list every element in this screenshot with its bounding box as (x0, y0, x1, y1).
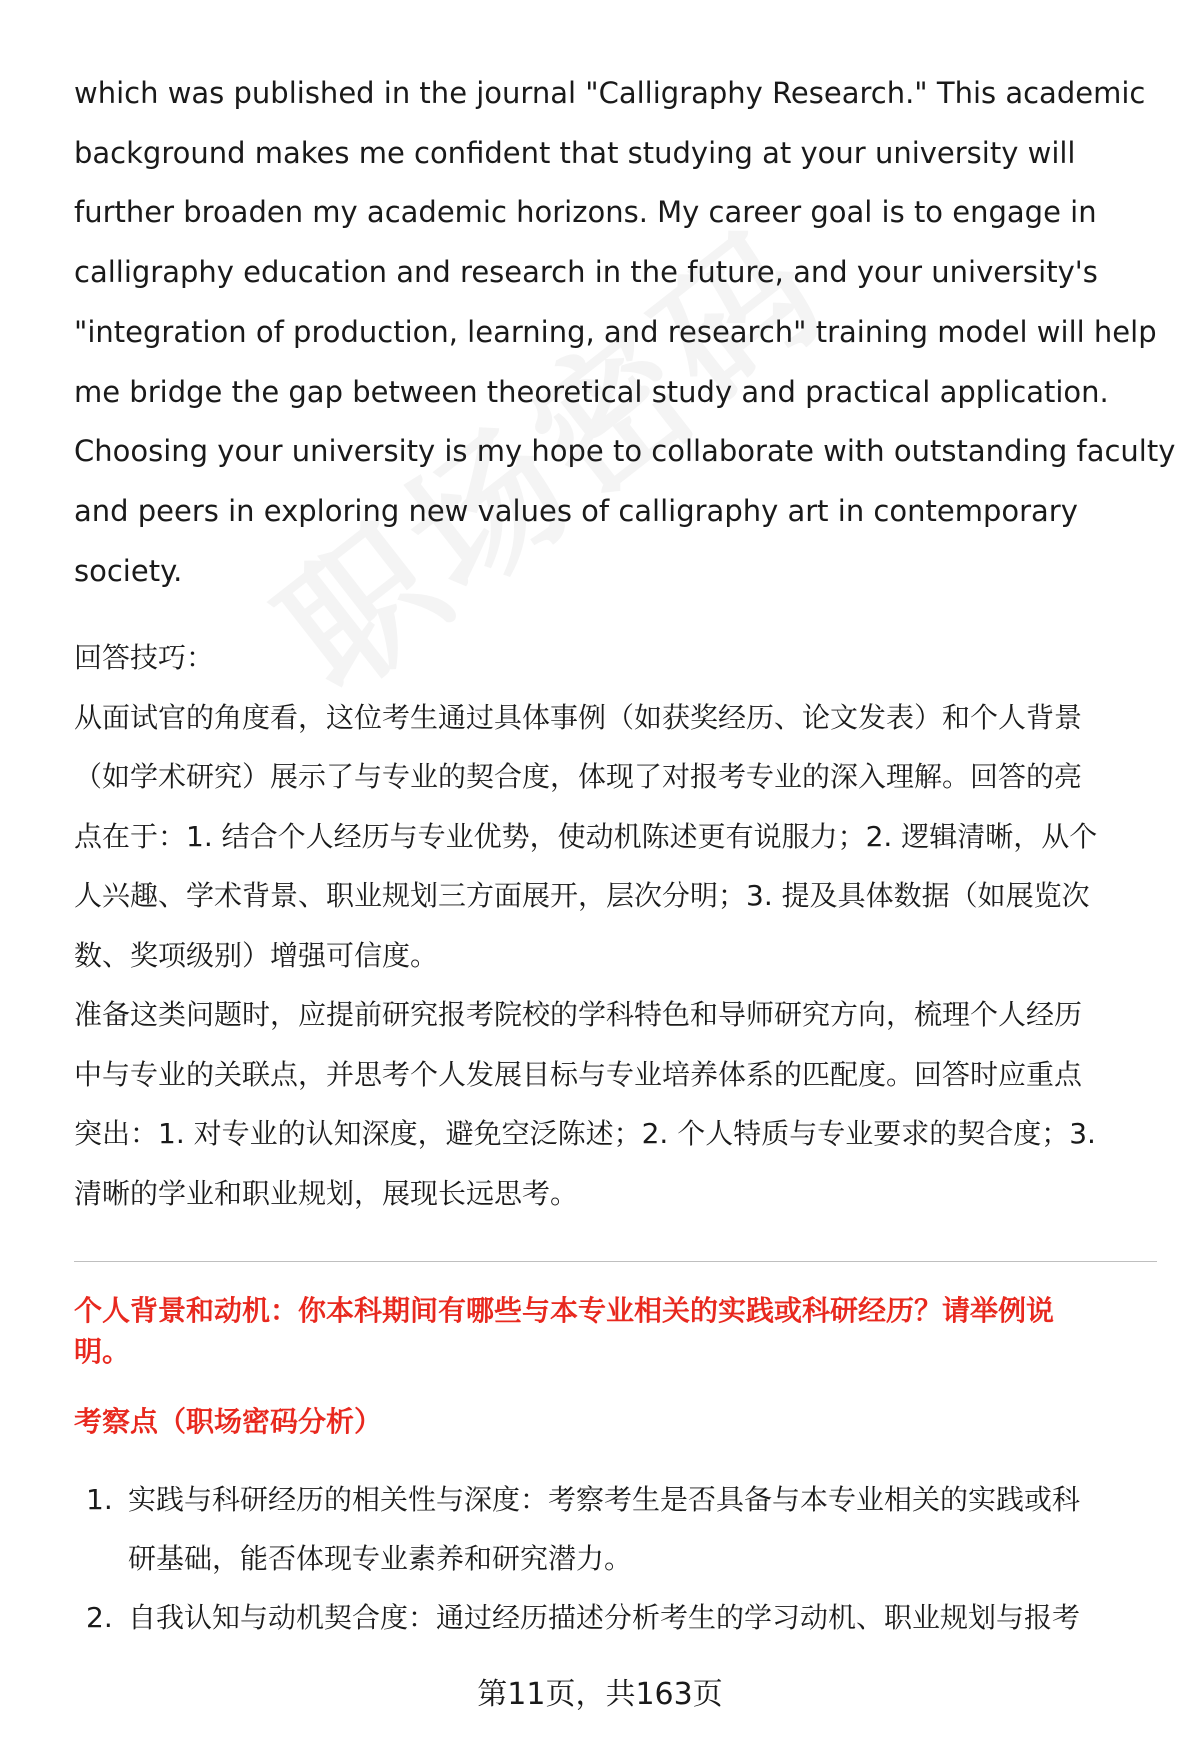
list-item (74, 1470, 1159, 1588)
list-number: 1. (86, 1483, 113, 1517)
text-line: further broaden my academic horizons. My career goal is to engage in (74, 195, 1097, 230)
list-item (74, 1588, 1159, 1647)
tips-paragraph-1 (74, 688, 1159, 986)
text-line: 点在于：1. 结合个人经历与专业优势，使动机陈述更有说服力；2. 逻辑清晰，从个 (74, 819, 1098, 853)
focus-list (74, 1470, 1159, 1647)
page-content (74, 64, 1176, 1647)
tips-heading: 回答技巧： (74, 641, 215, 675)
text-line: which was published in the journal "Calligraphy Research." This academic (74, 76, 1146, 110)
text-line: background makes me confident that studying at your university will (74, 135, 1076, 170)
text-line: 人兴趣、学术背景、职业规划三方面展开，层次分明；3. 提及具体数据（如展览次 (74, 879, 1090, 913)
text-line: me bridge the gap between theoretical study and practical application. (74, 374, 1109, 409)
section-divider (74, 1261, 1157, 1262)
text-line: 自我认知与动机契合度：通过经历描述分析考生的学习动机、职业规划与报考 (128, 1601, 1081, 1635)
list-number: 2. (86, 1601, 113, 1635)
text-line: and peers in exploring new values of calligraphy art in contemporary (74, 493, 1078, 528)
text-line: 清晰的学业和职业规划，展现长远思考。 (74, 1176, 579, 1210)
text-line: 实践与科研经历的相关性与深度：考察考生是否具备与本专业相关的实践或科 (128, 1483, 1081, 1517)
answer-paragraph (74, 64, 1176, 601)
text-line: "integration of production, learning, and research" training model will help (74, 314, 1157, 349)
text-line: 中与专业的关联点，并思考个人发展目标与专业培养体系的匹配度。回答时应重点 (74, 1057, 1083, 1091)
text-line: 突出：1. 对专业的认知深度，避免空泛陈述；2. 个人特质与专业要求的契合度；3. (74, 1117, 1096, 1151)
tips-paragraph-2 (74, 985, 1159, 1223)
text-line: Choosing your university is my hope to collaborate with outstanding faculty (74, 434, 1176, 469)
text-line: 数、奖项级别）增强可信度。 (74, 938, 439, 972)
text-line: society. (74, 553, 183, 588)
page-number-footer: 第11页，共163页 (477, 1677, 723, 1712)
text-line: 明。 (74, 1335, 131, 1369)
text-line: 研基础，能否体现专业素养和研究潜力。 (128, 1542, 633, 1576)
text-line: （如学术研究）展示了与专业的契合度，体现了对报考专业的深入理解。回答的亮 (74, 760, 1083, 794)
text-line: 从面试官的角度看，这位考生通过具体事例（如获奖经历、论文发表）和个人背景 (74, 700, 1083, 734)
text-line: 个人背景和动机：你本科期间有哪些与本专业相关的实践或科研经历？请举例说 (74, 1294, 1055, 1328)
text-line: 准备这类问题时，应提前研究报考院校的学科特色和导师研究方向，梳理个人经历 (74, 998, 1083, 1032)
question-heading (74, 1290, 1159, 1372)
focus-heading: 考察点（职场密码分析） (74, 1405, 383, 1439)
text-line: calligraphy education and research in the future, and your university's (74, 255, 1098, 290)
